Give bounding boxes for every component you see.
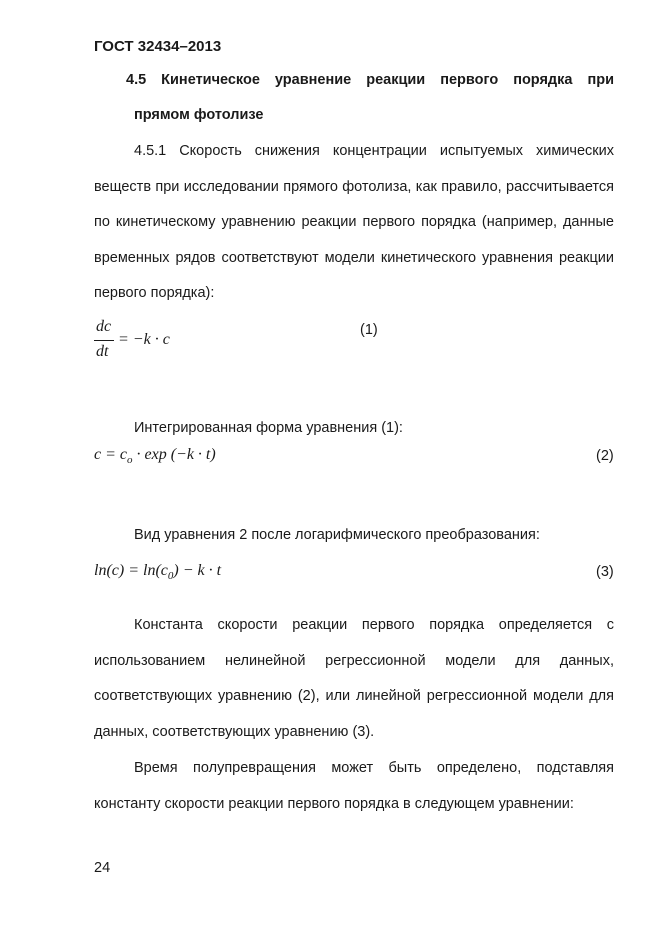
paragraph-text: Константа скорости реакции первого порядка определяется с использованием нелинейной регрессионной модели для данных, соответствующих уравнению (2), или линейной регрессионной модели для данных, соответствующих уравнению (3). [94,617,614,740]
fraction-bar [94,340,114,341]
section-title-line2: прямом фотолизе [134,107,264,123]
paragraph-text: Интегрированная форма уравнения (1): [134,420,403,436]
eq2-subscript: o [127,454,133,467]
section-title-line1: 4.5 Кинетическое уравнение реакции первого порядка при [126,72,614,88]
eq1-number: (1) [360,322,378,338]
paragraph-text: Вид уравнения 2 после логарифмического преобразования: [134,527,540,543]
eq2-lhs: c = c [94,446,127,463]
paragraph-log-form [94,518,614,554]
eq2-number: (2) [596,448,614,464]
paragraph-integrated [94,411,614,447]
paragraph-half-life [94,751,614,822]
eq3-subscript: 0 [167,570,174,583]
equation-3 [94,562,221,582]
paragraph-text: Время полупревращения может быть определено, подставляя константу скорости реакции первого порядка в следующем уравнении: [94,760,614,812]
eq1-rhs: = −k · c [118,331,170,348]
eq3-lhs: ln(c) = ln(c [94,562,168,579]
paragraph-text: 4.5.1 Скорость снижения концентрации испытуемых химических веществ при исследовании прямого фотолиза, как правило, рассчитывается по кинетическому уравнению реакции первого порядка (например, данные временных рядов соответствуют модели кинетического уравнения реакции первого порядка): [94,143,614,301]
eq3-number: (3) [596,564,614,580]
equation-2 [94,446,216,466]
page-number: 24 [94,860,111,876]
paragraph-rate-constant [94,608,614,750]
eq1-denominator: dt [96,343,109,360]
paragraph-4-5-1 [94,134,614,312]
eq1-numerator: dc [96,318,112,335]
eq2-rhs: · exp (−k · t) [136,446,216,463]
eq3-rhs: ) − k · t [173,562,222,579]
document-header: ГОСТ 32434–2013 [94,38,222,55]
